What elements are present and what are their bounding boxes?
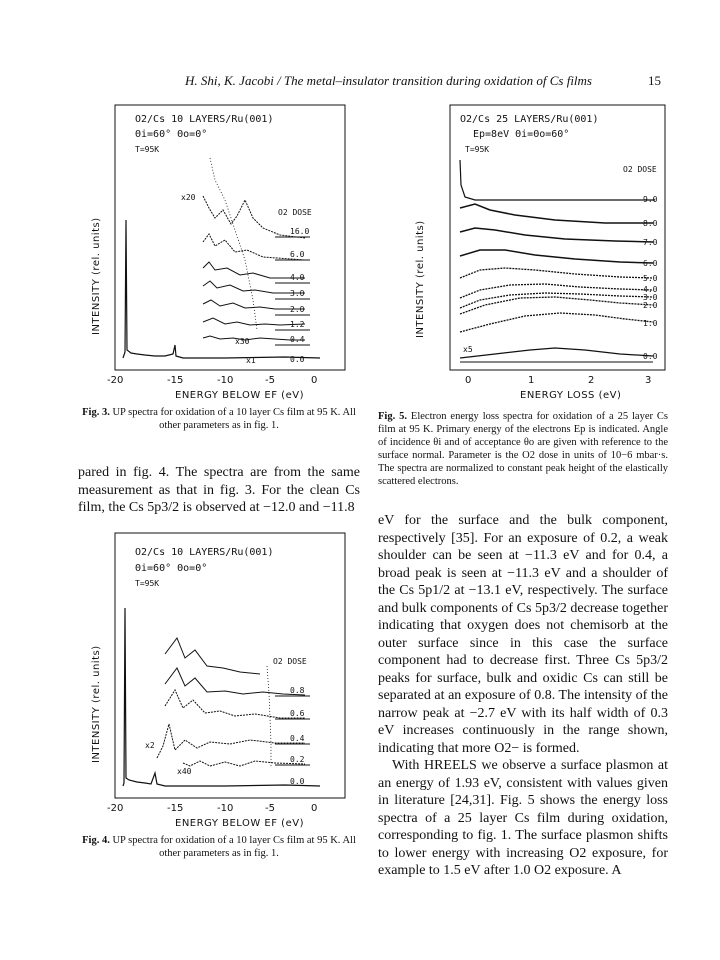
fig3-mag-bot: x1 [246,356,256,365]
fig4-mag-b: x40 [177,767,192,776]
fig3-mag-mid: x30 [235,337,250,346]
fig3-xtick: -15 [167,375,184,386]
fig5-dose-labels [643,195,658,361]
fig5-caption-text: Electron energy loss spectra for oxidation of a 25 layer Cs film at 95 K. Primary energy of the electrons Ep is indicated. Angle of incidence θi and of acceptance θo are given with reference to the surface normal. Parameter is the O2 dose in units of 10−6 mbar·s. The spectra are normalized to constant peak height of the elastically scattered electrons. [378,411,668,487]
fig4-xtick: -5 [265,803,275,814]
fig5-xlabel: ENERGY LOSS (eV) [520,390,622,401]
fig4-spectrum-0.4 [157,724,305,758]
figure-3-plot [85,100,355,405]
fig5-title-2: Ep=8eV Θi=Θo=60° [473,129,570,140]
fig4-dose: 0.4 [290,734,305,743]
fig4-dose-header: O2 DOSE [273,657,307,666]
fig5-dose: 8.0 [643,219,658,228]
fig3-caption-text: UP spectra for oxidation of a 10 layer Cs film at 95 K. All other parameters as in fig. 1. [112,407,356,431]
fig4-mag-a: x2 [145,741,155,750]
fig5-spectrum-2.0 [460,297,653,314]
right-para-1: eV for the surface and the bulk component, respectively [35]. For an exposure of 0.2, a weak shoulder can be seen at −11.3 eV and for 0.4, a broad peak is seen at −11.3 eV and a shoulder of the Cs 5p1/2 at −13.1 eV, respectively. The surface and bulk components of Cs 5p3/2 decrease together indicating that oxygen does not chemisorb at the outer surface since in this case the surface component had to decrease first. Three Cs 5p3/2 peaks for surface, bulk and oxidic Cs can still be separated at an exposure of 0.8. The intensity of the narrow peak at −2.7 eV with its half width of 0.3 eV increases continuously in the range shown, indicating that more O2− is formed. [378,513,668,756]
fig3-xticks [107,375,317,386]
fig3-dose-header: O2 DOSE [278,208,312,217]
fig4-caption-label: Fig. 4. [82,835,110,846]
fig3-dose-6: 6.0 [290,250,305,259]
fig3-dose-0.0: 0.0 [290,355,305,364]
figure-5-plot [405,100,675,405]
fig5-xtick: 2 [588,375,595,386]
fig3-title-2: Θi=60° Θo=0° [135,129,208,140]
fig3-dose-16: 16.0 [290,227,310,236]
fig4-title-3: T=95K [135,579,160,588]
fig5-spectrum-1.0 [460,313,653,332]
fig5-title-1: O2/Cs 25 LAYERS/Ru(001) [460,114,599,125]
right-para-2: With HREELS we observe a surface plasmon at an energy of 1.93 eV, consistent with values given in literature [24,31]. Fig. 5 shows the energy loss spectra of a 25 layer Cs film during oxidation, corresponding to fig. 1. The surface plasmon shifts to lower energy with increasing O2 exposure, for example to 1.5 eV after 1.0 O2 exposure. A [378,758,668,878]
fig5-spectrum-7.0 [460,228,653,242]
fig5-dose: 0.0 [643,352,658,361]
fig5-dose: 4.0 [643,285,658,294]
fig3-dose-1.2: 1.2 [290,320,305,329]
body-left-paragraph [78,464,360,517]
fig5-xtick: 1 [528,375,535,386]
fig3-xtick: -5 [265,375,275,386]
fig5-spectrum-5.0 [460,268,653,278]
figure-4 [85,528,355,833]
fig5-dose: 5.0 [643,274,658,283]
figure-3 [85,100,355,405]
fig5-caption-label: Fig. 5. [378,411,407,422]
fig4-xticks [107,803,317,814]
fig5-xtick: 0 [465,375,472,386]
fig3-dose-2: 2.0 [290,305,305,314]
fig5-xticks [465,375,651,386]
fig5-spectrum-0.0 [460,348,653,358]
figure-5 [405,100,675,405]
fig4-ylabel: INTENSITY (rel. units) [91,645,102,763]
fig3-dose-0.4: 0.4 [290,335,305,344]
fig4-dose: 0.8 [290,686,305,695]
fig3-title-3: T=95K [135,145,160,154]
fig3-dose-labels [275,227,310,364]
page-number: 15 [648,73,661,88]
fig5-dose: 2.0 [643,301,658,310]
fig4-xtick: -15 [167,803,184,814]
fig4-caption [78,834,360,860]
fig5-spectrum-6.0 [460,250,653,263]
fig5-dose: 7.0 [643,238,658,247]
fig4-spectrum-top [165,638,260,674]
fig5-dose: 1.0 [643,319,658,328]
fig4-caption-text: UP spectra for oxidation of a 10 layer Cs film at 95 K. All other parameters as in fig. 1. [112,835,356,859]
fig5-mag: x5 [463,345,473,354]
fig4-spectrum-0.8 [165,668,305,695]
fig3-mag-top: x20 [181,193,196,202]
fig5-title-3: T=95K [465,145,490,154]
fig3-xlabel: ENERGY BELOW EF (eV) [175,390,304,401]
fig4-xtick: -20 [107,803,124,814]
fig5-spectrum-3.0 [460,293,653,308]
fig3-caption-label: Fig. 3. [82,407,110,418]
fig5-dose: 6.0 [643,259,658,268]
fig4-xlabel: ENERGY BELOW EF (eV) [175,818,304,829]
fig3-xtick: -20 [107,375,124,386]
figure-4-plot [85,528,355,833]
fig3-caption [78,406,360,432]
fig5-dose-header: O2 DOSE [623,165,657,174]
fig3-dose-3: 3.0 [290,289,305,298]
fig5-dose: 3.0 [643,293,658,302]
fig4-dose-labels [275,686,310,786]
fig5-caption [378,410,668,488]
fig3-ylabel: INTENSITY (rel. units) [91,217,102,335]
fig5-spectrum-8.0 [460,204,653,223]
fig4-dose: 0.0 [290,777,305,786]
fig4-xtick: 0 [311,803,318,814]
fig4-xtick: -10 [217,803,234,814]
fig4-title-2: Θi=60° Θo=0° [135,563,208,574]
fig5-dose: 9.0 [643,195,658,204]
fig3-title-1: O2/Cs 10 LAYERS/Ru(001) [135,114,274,125]
fig3-xtick: -10 [217,375,234,386]
fig5-ylabel: INTENSITY (rel. units) [415,220,426,338]
running-header: H. Shi, K. Jacobi / The metal–insulator transition during oxidation of Cs films [185,73,592,88]
body-right-column [378,512,668,880]
left-para: pared in fig. 4. The spectra are from the same measurement as that in fig. 3. For the clean Cs film, the Cs 5p3/2 is observed at −12.0 and −11.8 [78,465,360,515]
fig3-dose-4: 4.0 [290,273,305,282]
fig4-title-1: O2/Cs 10 LAYERS/Ru(001) [135,547,274,558]
fig3-xtick: 0 [311,375,318,386]
fig5-xtick: 3 [645,375,652,386]
fig4-dose: 0.2 [290,755,305,764]
fig4-dose: 0.6 [290,709,305,718]
